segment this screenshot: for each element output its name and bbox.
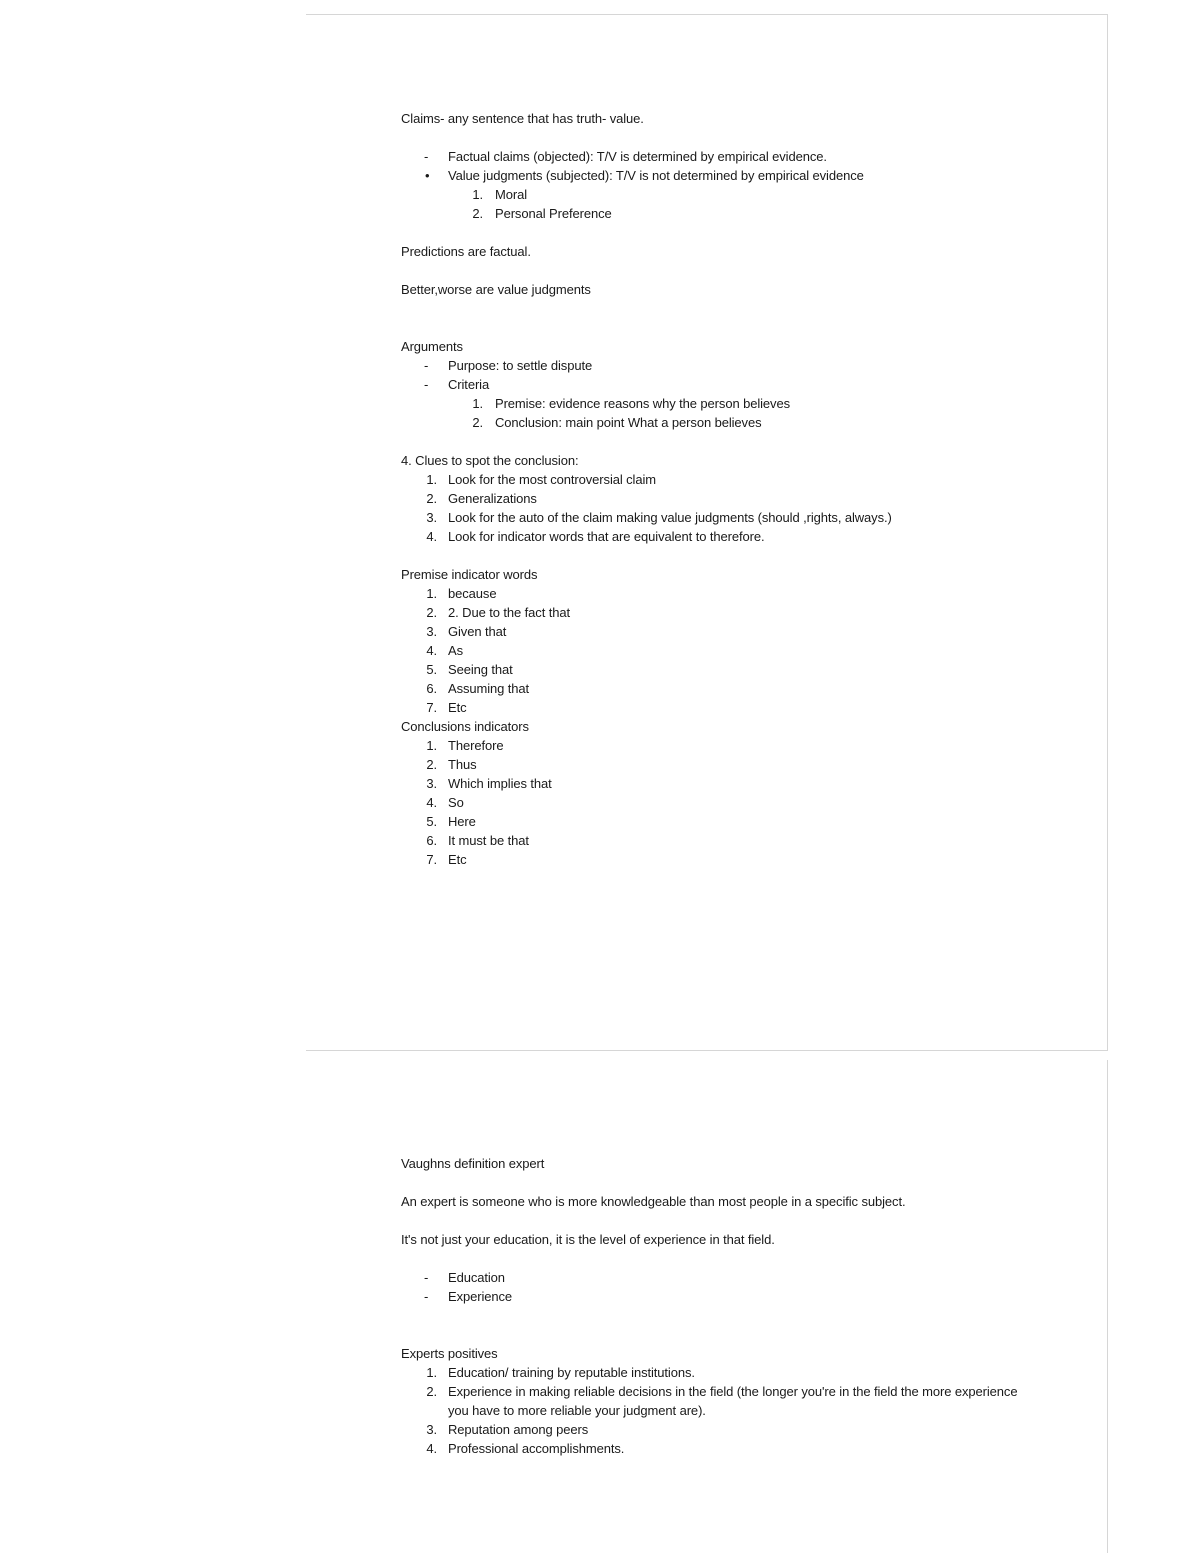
list-item: 2. Experience in making reliable decisions in the field (the longer you're in the field the more experience you have to more reliable your judgment are).: [426, 1384, 1018, 1418]
list-item: 2. Generalizations: [426, 491, 537, 506]
list-item: 1. because: [426, 586, 497, 601]
page-2-content: [401, 1154, 1041, 1458]
list-item: 4. So: [426, 795, 464, 810]
list-item: - Factual claims (objected): T/V is determined by empirical evidence.: [424, 149, 827, 164]
premise-heading: Premise indicator words: [401, 567, 538, 582]
claims-list: [401, 147, 1041, 185]
education-note: It's not just your education, it is the level of experience in that field.: [401, 1232, 775, 1247]
page-1-content: [401, 109, 1041, 869]
expert-factors-list: [401, 1268, 1041, 1306]
list-item: 6. Assuming that: [426, 681, 530, 696]
list-item: 2. Conclusion: main point What a person believes: [472, 415, 762, 430]
criteria-list: [401, 394, 1041, 432]
vaughns-heading: Vaughns definition expert: [401, 1156, 545, 1171]
page-1-right-border: [1107, 14, 1108, 1051]
list-item: 1. Moral: [472, 187, 528, 202]
list-item: 3. Look for the auto of the claim making value judgments (should ,rights, always.): [426, 510, 892, 525]
list-item: 5. Here: [426, 814, 476, 829]
list-item: 4. Professional accomplishments.: [426, 1441, 625, 1456]
list-item: 2. Thus: [426, 757, 477, 772]
list-item: 4. As: [426, 643, 463, 658]
arguments-list: [401, 356, 1041, 394]
list-item: 6. It must be that: [426, 833, 529, 848]
list-item: 7. Etc: [426, 700, 467, 715]
list-item: 3. Which implies that: [426, 776, 552, 791]
clues-heading: 4. Clues to spot the conclusion:: [401, 453, 579, 468]
list-item: 2. Personal Preference: [472, 206, 612, 221]
arguments-heading: Arguments: [401, 339, 463, 354]
list-item: 5. Seeing that: [426, 662, 513, 677]
predictions-text: Predictions are factual.: [401, 244, 531, 259]
list-item: 2. 2. Due to the fact that: [426, 605, 571, 620]
page-1-top-border: [306, 14, 1108, 15]
list-item: - Criteria: [424, 377, 490, 392]
list-item: 1. Premise: evidence reasons why the person believes: [472, 396, 790, 411]
list-item: 4. Look for indicator words that are equivalent to therefore.: [426, 529, 765, 544]
page-2-right-border: [1107, 1060, 1108, 1553]
list-item: 3. Reputation among peers: [426, 1422, 589, 1437]
list-item: 1. Look for the most controversial claim: [426, 472, 656, 487]
positives-list: [401, 1363, 1041, 1458]
list-item: - Education: [424, 1270, 505, 1285]
positives-heading: Experts positives: [401, 1346, 498, 1361]
list-item: • Value judgments (subjected): T/V is not determined by empirical evidence: [425, 168, 864, 183]
list-item: 3. Given that: [426, 624, 507, 639]
value-types-list: [401, 185, 1041, 223]
premise-list: [401, 584, 1041, 717]
clues-list: [401, 470, 1041, 546]
list-item: 7. Etc: [426, 852, 467, 867]
conclusion-heading: Conclusions indicators: [401, 719, 529, 734]
list-item: 1. Therefore: [426, 738, 504, 753]
list-item: - Experience: [424, 1289, 513, 1304]
list-item: 1. Education/ training by reputable institutions.: [426, 1365, 695, 1380]
page-break-line: [306, 1050, 1108, 1051]
claims-heading: Claims- any sentence that has truth- value.: [401, 111, 644, 126]
better-worse-text: Better,worse are value judgments: [401, 282, 591, 297]
expert-definition: An expert is someone who is more knowledgeable than most people in a specific subject.: [401, 1194, 906, 1209]
list-item: - Purpose: to settle dispute: [424, 358, 593, 373]
conclusion-list: [401, 736, 1041, 869]
